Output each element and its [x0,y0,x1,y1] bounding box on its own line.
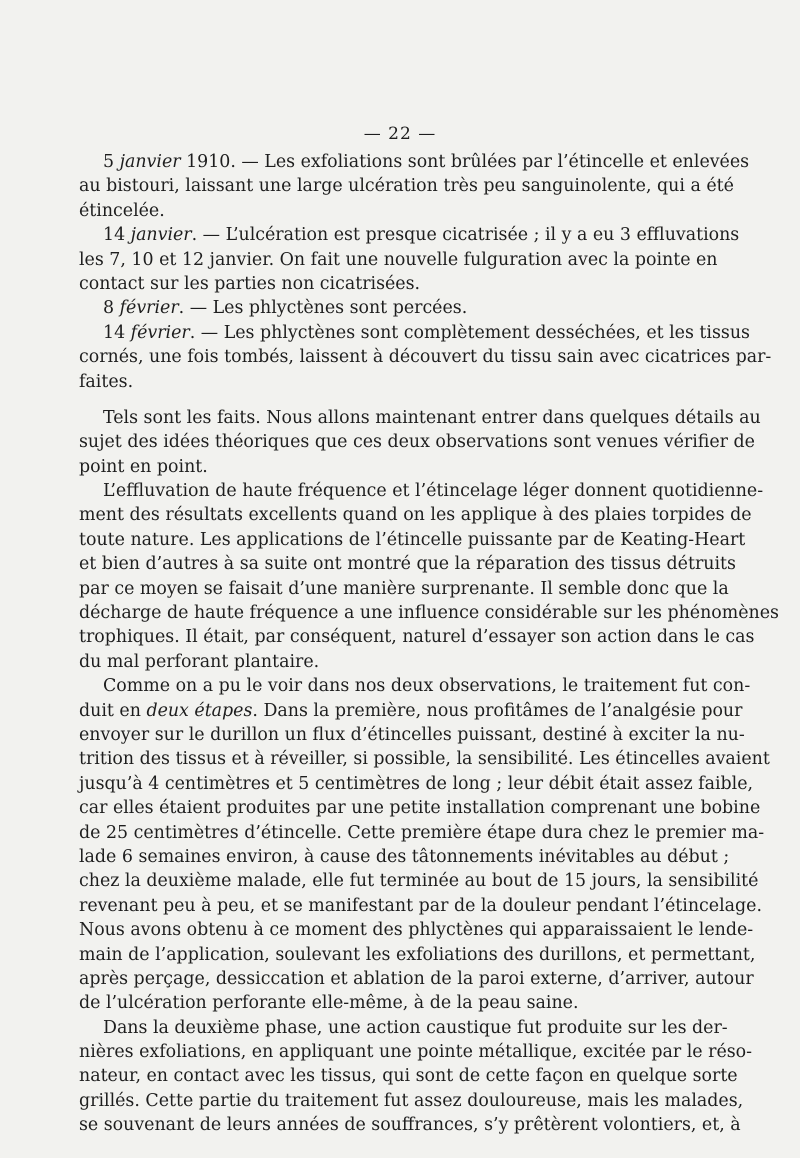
text-line: Tels sont les faits. Nous allons maintenant entrer dans quelques détails au [103,407,761,428]
text-line: 14 janvier. — L’ulcération est presque cicatrisée ; il y a eu 3 effluvations [103,225,740,246]
date-italic: janvier [119,152,181,172]
text-line: 8 février. — Les phlyctènes sont percées. [103,298,468,319]
text-line: Comme on a pu le voir dans nos deux observations, le traitement fut con- [103,676,751,697]
text-line: nateur, en contact avec les tissus, qui sont de cette façon en quelque sorte [79,1066,738,1087]
text-line: par ce moyen se faisait d’une manière surprenante. Il semble donc que la [79,578,729,599]
text-line: jusqu’à 4 centimètres et 5 centimètres de long ; leur débit était assez faible, [79,773,754,794]
text-line: nières exfoliations, en appliquant une pointe métallique, excitée par le réso- [79,1042,753,1063]
paragraph-gap [79,394,707,406]
text-line: les 7, 10 et 12 janvier. On fait une nouvelle fulguration avec la pointe en [79,249,718,270]
text-line: chez la deuxième malade, elle fut terminée au bout de 15 jours, la sensibilité [79,871,759,892]
emphasis-italic: deux étapes [146,700,253,721]
text-line: toute nature. Les applications de l’étincelle puissante par de Keating-Heart [79,529,746,550]
text-line: trition des tissus et à réveiller, si possible, la sensibilité. Les étincelles avaient [79,749,770,770]
text-line: cornés, une fois tombés, laissent à découvert du tissu sain avec cicatrices par- [79,347,772,368]
body-text [79,150,779,1138]
text-line: au bistouri, laissant une large ulcération très peu sanguinolente, qui a été [79,176,734,197]
text-line: de 25 centimètres d’étincelle. Cette première étape dura chez le premier ma- [79,822,765,843]
text-line: 14 février. — Les phlyctènes sont complètement desséchées, et les tissus [103,322,750,343]
text-line: étincelée. [79,200,165,221]
text-line: L’effluvation de haute fréquence et l’étincelage léger donnent quotidienne- [103,481,764,502]
text-line: lade 6 semaines environ, à cause des tâtonnements inévitables au début ; [79,846,730,867]
text-line: Nous avons obtenu à ce moment des phlyctènes qui apparaissaient le lende- [79,920,754,941]
text-line: faites. [79,371,134,392]
text-line: sujet des idées théoriques que ces deux observations sont venues vérifier de [79,432,755,453]
text-line: point en point. [79,456,208,477]
text-line: de l’ulcération perforante elle-même, à de la peau saine. [79,993,579,1014]
text-line: contact sur les parties non cicatrisées. [79,273,421,294]
text-line: décharge de haute fréquence a une influence considérable sur les phénomènes [79,603,779,624]
text-line: se souvenant de leurs années de souffrances, s’y prêtèrent volontiers, et, à [79,1115,741,1136]
page-number: — 22 — [363,124,437,144]
text-line: et bien d’autres à sa suite ont montré que la réparation des tissus détruits [79,554,736,575]
date-italic: février [119,298,179,319]
date-italic: février [130,322,190,343]
text-line: du mal perforant plantaire. [79,651,320,672]
text-line: duit en deux étapes. Dans la première, nous profitâmes de l’analgésie pour [79,700,743,721]
text-line: revenant peu à peu, et se manifestant par de la douleur pendant l’étincelage. [79,895,762,916]
text-line: trophiques. Il était, par conséquent, naturel d’essayer son action dans le cas [79,627,755,648]
text-line: après perçage, dessiccation et ablation de la paroi externe, d’arriver, autour [79,968,754,989]
text-line: envoyer sur le durillon un flux d’étincelles puissant, destiné à exciter la nu- [79,724,745,745]
text-line: grillés. Cette partie du traitement fut assez douloureuse, mais les malades, [79,1090,744,1111]
text-line: Dans la deuxième phase, une action caustique fut produite sur les der- [103,1017,728,1038]
text-line: main de l’application, soulevant les exfoliations des durillons, et permettant, [79,944,756,965]
text-line: ment des résultats excellents quand on les applique à des plaies torpides de [79,505,752,526]
text-line: 5 janvier 1910. — Les exfoliations sont brûlées par l’étincelle et enlevées [103,152,750,172]
text-line: car elles étaient produites par une petite installation comprenant une bobine [79,798,761,819]
date-italic: janvier [130,225,192,246]
